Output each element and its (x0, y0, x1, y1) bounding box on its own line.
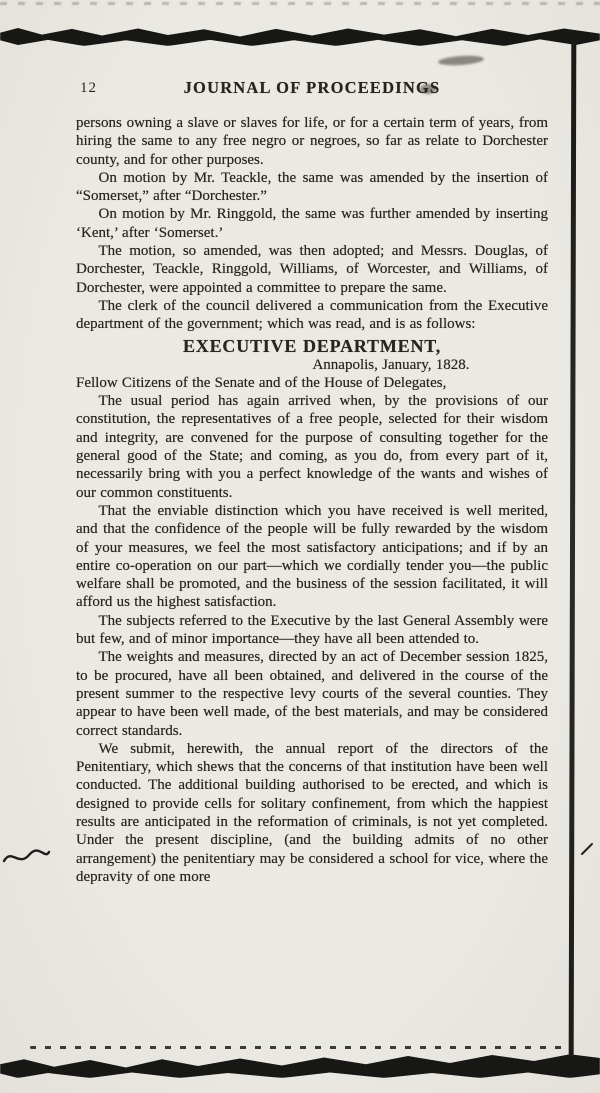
paragraph: The subjects referred to the Executive by the last General Assembly were but few, and of minor importance—they have all been attended to. (76, 612, 548, 648)
page-header (76, 78, 548, 100)
paragraph: The clerk of the council delivered a communication from the Executive department of the government; which was read, and is as follows: (76, 297, 548, 333)
running-title: JOURNAL OF PROCEEDINGS (183, 78, 441, 97)
page-number: 12 (80, 80, 97, 96)
scan-artifact-top-band (0, 27, 600, 46)
scan-noise-top (0, 2, 600, 5)
paragraph-continuation: persons owning a slave or slaves for life, or for a certain term of years, from hiring the same to any free negro or negroes, so far as relate to Dorchester county, and for other purposes. (76, 115, 548, 168)
page-body (76, 114, 548, 886)
section-heading: EXECUTIVE DEPARTMENT, (182, 335, 442, 356)
ink-smudge (438, 54, 485, 66)
paragraph: On motion by Mr. Ringgold, the same was further amended by inserting ‘Kent,’ after ‘Somerset.’ (76, 206, 548, 241)
paragraph: The motion, so amended, was then adopted; and Messrs. Douglas, of Dorchester, Teackle, Ringgold, Williams, of Worcester, and Williams, of Dorchester, were appointed a committee to prepare the same. (76, 243, 548, 296)
paragraph: The usual period has again arrived when, by the provisions of our constitution, the representatives of a free people, selected for their wisdom and integrity, are convened for the purpose of consulting together for the general good of the State; and coming, as you do, from every part of it, necessarily bring with you a perfect knowledge of the wants and wishes of our common constituents. (76, 393, 548, 501)
salutation: Fellow Citizens of the Senate and of the House of Delegates, (76, 374, 447, 391)
paragraph: We submit, herewith, the annual report of the directors of the Penitentiary, which shews that the concerns of that institution have been well conducted. The additional building authorised to be erected, and which is designed to provide cells for solitary confinement, from which the happiest results are anticipated in the reformation of criminals, is not yet completed. Under the present discipline, (and the building admits of no other arrangement) the penitentiary may be considered a school for vice, where the depravity of one more (76, 740, 548, 885)
ink-squiggle-mark (2, 845, 52, 871)
scan-artifact-right-edge (569, 38, 577, 1056)
dateline: Annapolis, January, 1828. (312, 356, 470, 373)
paragraph: That the enviable distinction which you have received is well merited, and that the confidence of the people will be fully rewarded by the wisdom of your measures, we feel the most satisfactory anticipations; and if by an entire co-operation on our part—which we cordially tender you—the public welfare shall be promoted, and the business of the session facilitated, it will afford us the highest satisfaction. (76, 502, 548, 611)
scan-artifact-bottom-band (0, 1053, 600, 1078)
scan-noise-bottom-dashes (30, 1046, 570, 1049)
pen-tick-mark (580, 842, 594, 856)
paragraph: The weights and measures, directed by an act of December session 1825, to be procured, have all been obtained, and delivered in the course of the present summer to the respective levy courts of the several counties. They appear to have been well made, of the best materials, and may be considered correct standards. (76, 649, 548, 739)
paragraph: On motion by Mr. Teackle, the same was amended by the insertion of “Somerset,” after “Dorchester.” (76, 169, 548, 205)
